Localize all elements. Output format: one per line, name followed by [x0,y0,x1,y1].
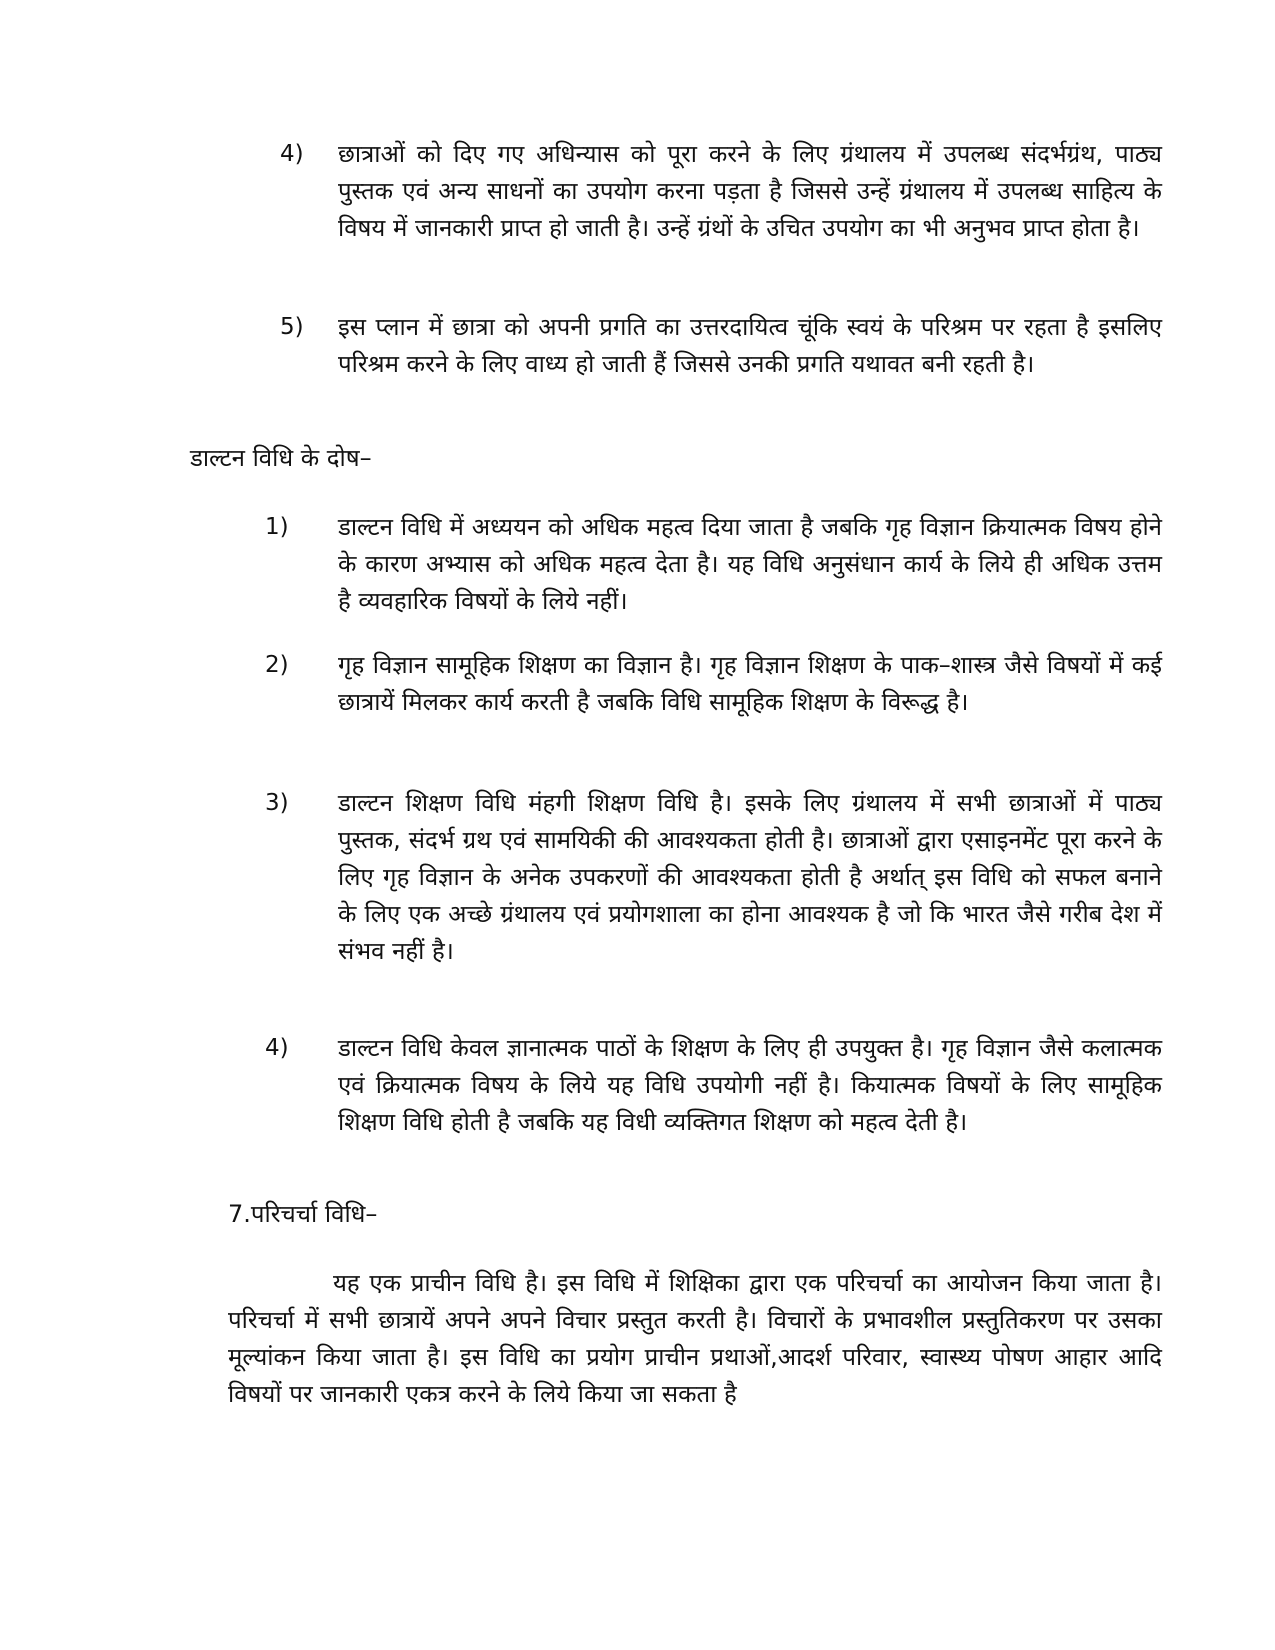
section-heading-discussion-method: 7.परिचर्चा विधि– [228,1200,378,1228]
list-number: 1) [265,514,289,540]
list-item-demerit-4 [265,1030,1162,1141]
list-item-text: इस प्लान में छात्रा को अपनी प्रगति का उत्तरदायित्व चूंकि स्वयं के परिश्रम पर रहता है इसलिए परिश्रम करने के लिए वाध्य हो जाती हैं जिससे उनकी प्रगति यथावत बनी रहती है। [338,313,1162,378]
list-item-demerit-1 [265,509,1162,620]
list-item-text: डाल्टन विधि केवल ज्ञानात्मक पाठों के शिक्षण के लिए ही उपयुक्त है। गृह विज्ञान जैसे कलात्मक एवं क्रियात्मक विषय के लिये यह विधि उपयोगी नहीं है। कियात्मक विषयों के लिए सामूहिक शिक्षण विधि होती है जबकि यह विधी व्यक्तिगत शिक्षण को महत्व देती है। [338,1034,1162,1136]
list-item-text: छात्राओं को दिए गए अधिन्यास को पूरा करने के लिए ग्रंथालय में उपलब्ध संदर्भग्रंथ, पाठ्य पुस्तक एवं अन्य साधनों का उपयोग करना पड़ता है जिससे उन्हें ग्रंथालय में उपलब्ध साहित्य के विषय में जानकारी प्राप्त हो जाती है। उन्हें ग्रंथों के उचित उपयोग का भी अनुभव प्राप्त होता है। [338,140,1162,242]
list-number: 2) [265,652,289,678]
list-item-demerit-2 [265,647,1162,721]
list-item-advantage-5 [280,309,1162,383]
section-heading-dalton-demerits: डाल्टन विधि के दोष– [190,444,372,472]
list-item-advantage-4 [280,136,1162,247]
list-number: 4) [265,1035,289,1061]
list-number: 4) [280,141,304,167]
discussion-method-paragraph: यह एक प्राचीन विधि है। इस विधि में शिक्षिका द्वारा एक परिचर्चा का आयोजन किया जाता है। परिचर्चा में सभी छात्रायें अपने अपने विचार प्रस्तुत करती है। विचारों के प्रभावशील प्रस्तुतिकरण पर उसका मूल्यांकन किया जाता है। इस विधि का प्रयोग प्राचीन प्रथाओं,आदर्श परिवार, स्वास्थ्य पोषण आहार आदि विषयों पर जानकारी एकत्र करने के लिये किया जा सकता है [228,1269,1162,1408]
list-item-demerit-3 [265,785,1162,970]
list-number: 5) [280,314,304,340]
list-number: 3) [265,790,289,816]
list-item-text: डाल्टन विधि में अध्ययन को अधिक महत्व दिया जाता है जबकि गृह विज्ञान क्रियात्मक विषय होने के कारण अभ्यास को अधिक महत्व देता है। यह विधि अनुसंधान कार्य के लिये ही अधिक उत्तम है व्यवहारिक विषयों के लिये नहीं। [338,513,1162,615]
list-item-text: गृह विज्ञान सामूहिक शिक्षण का विज्ञान है। गृह विज्ञान शिक्षण के पाक–शास्त्र जैसे विषयों में कई छात्रायें मिलकर कार्य करती है जबकि विधि सामूहिक शिक्षण के विरूद्ध है। [338,651,1162,716]
list-item-text: डाल्टन शिक्षण विधि मंहगी शिक्षण विधि है। इसके लिए ग्रंथालय में सभी छात्राओं में पाठ्य पुस्तक, संदर्भ ग्रथ एवं सामयिकी की आवश्यकता होती है। छात्राओं द्वारा एसाइनमेंट पूरा करने के लिए गृह विज्ञान के अनेक उपकरणों की आवश्यकता होती है अर्थात् इस विधि को सफल बनाने के लिए एक अच्छे ग्रंथालय एवं प्रयोगशाला का होना आवश्यक है जो कि भारत जैसे गरीब देश में संभव नहीं है। [338,789,1162,965]
